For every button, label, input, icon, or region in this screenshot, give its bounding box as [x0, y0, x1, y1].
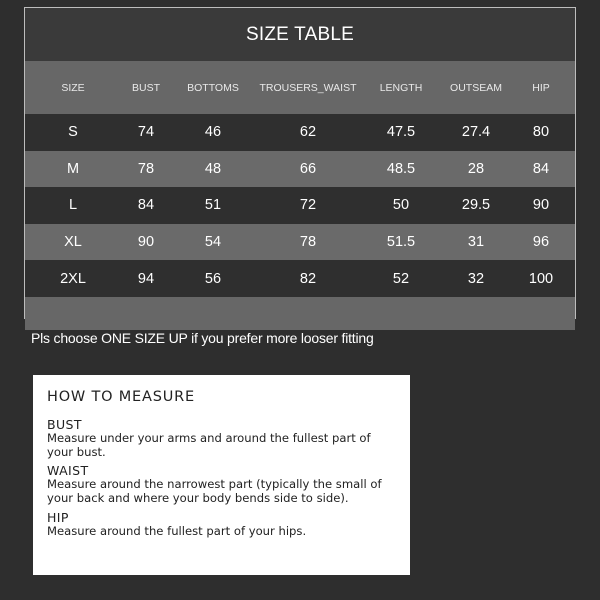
- fit-note: Pls choose ONE SIZE UP if you prefer more looser fitting: [31, 330, 374, 346]
- table-cell: XL: [64, 234, 82, 251]
- measure-head: WAIST: [47, 463, 89, 479]
- table-cell: L: [68, 197, 78, 214]
- table-cell: 78: [299, 234, 317, 251]
- table-cell: 84: [137, 197, 155, 214]
- table-cell: 82: [299, 270, 317, 287]
- measure-head: HIP: [47, 509, 69, 525]
- table-cell: 51.5: [386, 234, 416, 251]
- table-cell: 28: [467, 160, 485, 177]
- table-cell: 80: [532, 124, 550, 141]
- measure-item-waist: [47, 464, 396, 505]
- table-cell: 2XL: [60, 270, 86, 287]
- size-table: [24, 7, 576, 319]
- header-length: LENGTH: [379, 81, 423, 94]
- table-cell: 54: [204, 234, 222, 251]
- table-cell: 72: [299, 197, 317, 214]
- table-cell: 94: [137, 270, 155, 287]
- table-cell: 90: [137, 234, 155, 251]
- table-cell: S: [68, 124, 78, 141]
- table-row: [25, 187, 575, 224]
- header-trousers-waist: TROUSERS_WAIST: [259, 81, 357, 94]
- table-row: [25, 224, 575, 261]
- measure-title: HOW TO MEASURE: [47, 389, 195, 405]
- table-cell: 66: [299, 160, 317, 177]
- table-cell: 27.4: [461, 124, 491, 141]
- header-hip: HIP: [532, 81, 550, 94]
- table-row: [25, 260, 575, 297]
- table-cell: 56: [204, 270, 222, 287]
- table-cell: 62: [299, 124, 317, 141]
- table-cell: 50: [392, 197, 410, 214]
- measure-desc: Measure around the fullest part of your hips.: [47, 523, 307, 538]
- measure-item-hip: [47, 511, 396, 539]
- table-cell: 47.5: [386, 124, 416, 141]
- table-cell: 51: [204, 197, 222, 214]
- header-size: SIZE: [61, 81, 85, 94]
- measure-desc: Measure around the narrowest part (typically the small of your back and where your body bends side to side).: [47, 477, 382, 506]
- header-bust: BUST: [131, 81, 160, 94]
- table-header-row: [25, 61, 575, 114]
- table-title: SIZE TABLE: [25, 8, 575, 61]
- header-outseam: OUTSEAM: [450, 81, 502, 94]
- table-cell: 48: [204, 160, 222, 177]
- table-cell: 84: [532, 160, 550, 177]
- table-cell: 78: [137, 160, 155, 177]
- measure-head: BUST: [47, 417, 82, 432]
- measure-item-bust: [47, 418, 396, 459]
- table-cell: 52: [392, 270, 410, 287]
- table-row: [25, 151, 575, 188]
- table-cell: M: [66, 160, 80, 177]
- how-to-measure-card: [33, 375, 410, 575]
- table-cell: 32: [467, 270, 485, 287]
- table-cell: 90: [532, 197, 550, 214]
- table-footer: [25, 297, 575, 330]
- table-cell: 48.5: [386, 160, 416, 177]
- header-bottoms: BOTTOMS: [187, 81, 239, 94]
- table-cell: 46: [204, 124, 222, 141]
- measure-desc: Measure under your arms and around the fullest part of your bust.: [47, 431, 371, 459]
- table-row: [25, 114, 575, 151]
- table-cell: 29.5: [461, 197, 491, 214]
- table-cell: 31: [467, 234, 485, 251]
- table-cell: 96: [532, 234, 550, 251]
- table-cell: 74: [137, 124, 155, 141]
- table-cell: 100: [528, 270, 554, 287]
